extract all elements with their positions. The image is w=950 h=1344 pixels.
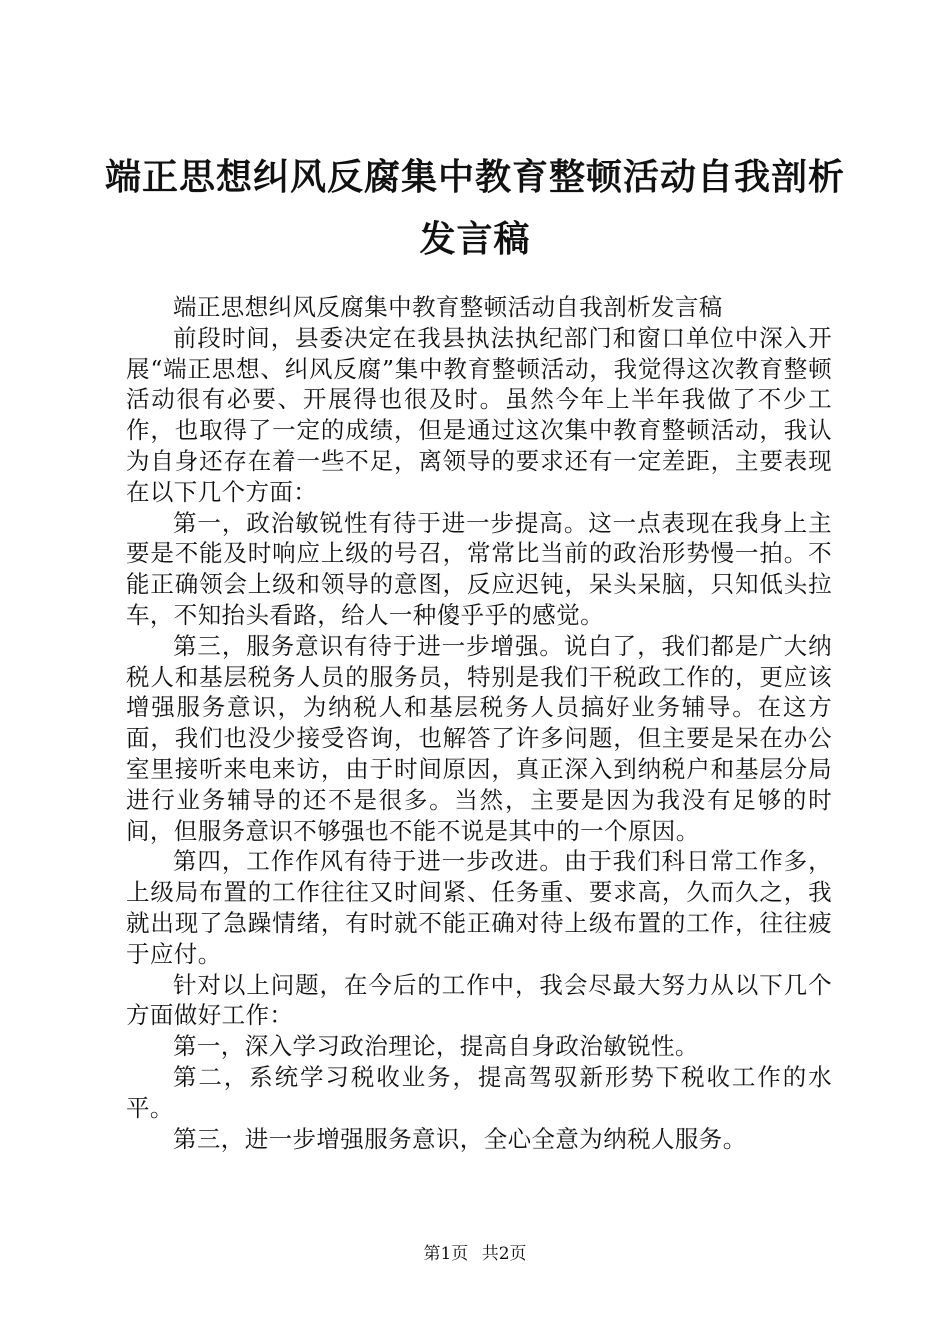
page-footer <box>0 1244 950 1264</box>
body-paragraph: 第三，进一步增强服务意识，全心全意为纳税人服务。 <box>173 1124 747 1153</box>
page-number-total: 共2页 <box>481 1244 527 1264</box>
body-paragraph: 第二，系统学习税收业务，提高驾驭新形势下税收工作的水平。 <box>126 1062 832 1122</box>
page-number-current: 第1页 <box>423 1244 469 1264</box>
document-body <box>126 292 832 1154</box>
document-title-line-1: 端正思想纠风反腐集中教育整顿活动自我剖析 <box>104 157 845 198</box>
body-paragraph: 第三，服务意识有待于进一步增强。说白了，我们都是广大纳税人和基层税务人员的服务员，特别是我们干税政工作的，更应该增强服务意识，为纳税人和基层税务人员搞好业务辅导。在这方面，我们也没少接受咨询，也解答了许多问题，但主要是呆在办公室里接听来电来访，由于时间原因，真正深入到纳税户和基层分局进行业务辅导的还不是很多。当然，主要是因为我没有足够的时间，但服务意识不够强也不能不说是其中的一个原因。 <box>126 631 832 845</box>
body-paragraph: 第四，工作作风有待于进一步改进。由于我们科日常工作多，上级局布置的工作往往又时间紧、任务重、要求高，久而久之，我就出现了急躁情绪，有时就不能正确对待上级布置的工作，往往疲于应付。 <box>126 847 832 968</box>
body-paragraph: 端正思想纠风反腐集中教育整顿活动自我剖析发言稿 <box>173 293 723 321</box>
body-paragraph: 第一，政治敏锐性有待于进一步提高。这一点表现在我身上主要是不能及时响应上级的号召，常常比当前的政治形势慢一拍。不能正确领会上级和领导的意图，反应迟钝，呆头呆脑，只知低头拉车，不知抬头看路，给人一种傻乎乎的感觉。 <box>126 508 832 629</box>
body-paragraph: 第一，深入学习政治理论，提高自身政治敏锐性。 <box>173 1032 699 1061</box>
document-title-line-2: 发言稿 <box>419 219 531 260</box>
body-paragraph: 前段时间，县委决定在我县执法执纪部门和窗口单位中深入开展“端正思想、纠风反腐”集中教育整顿活动，我觉得这次教育整顿活动很有必要、开展得也很及时。虽然今年上半年我做了不少工作，也取得了一定的成绩，但是通过这次集中教育整顿活动，我认为自身还存在着一些不足，离领导的要求还有一定差距，主要表现在以下几个方面： <box>126 323 832 506</box>
body-paragraph: 针对以上问题，在今后的工作中，我会尽最大努力从以下几个方面做好工作： <box>126 970 832 1030</box>
